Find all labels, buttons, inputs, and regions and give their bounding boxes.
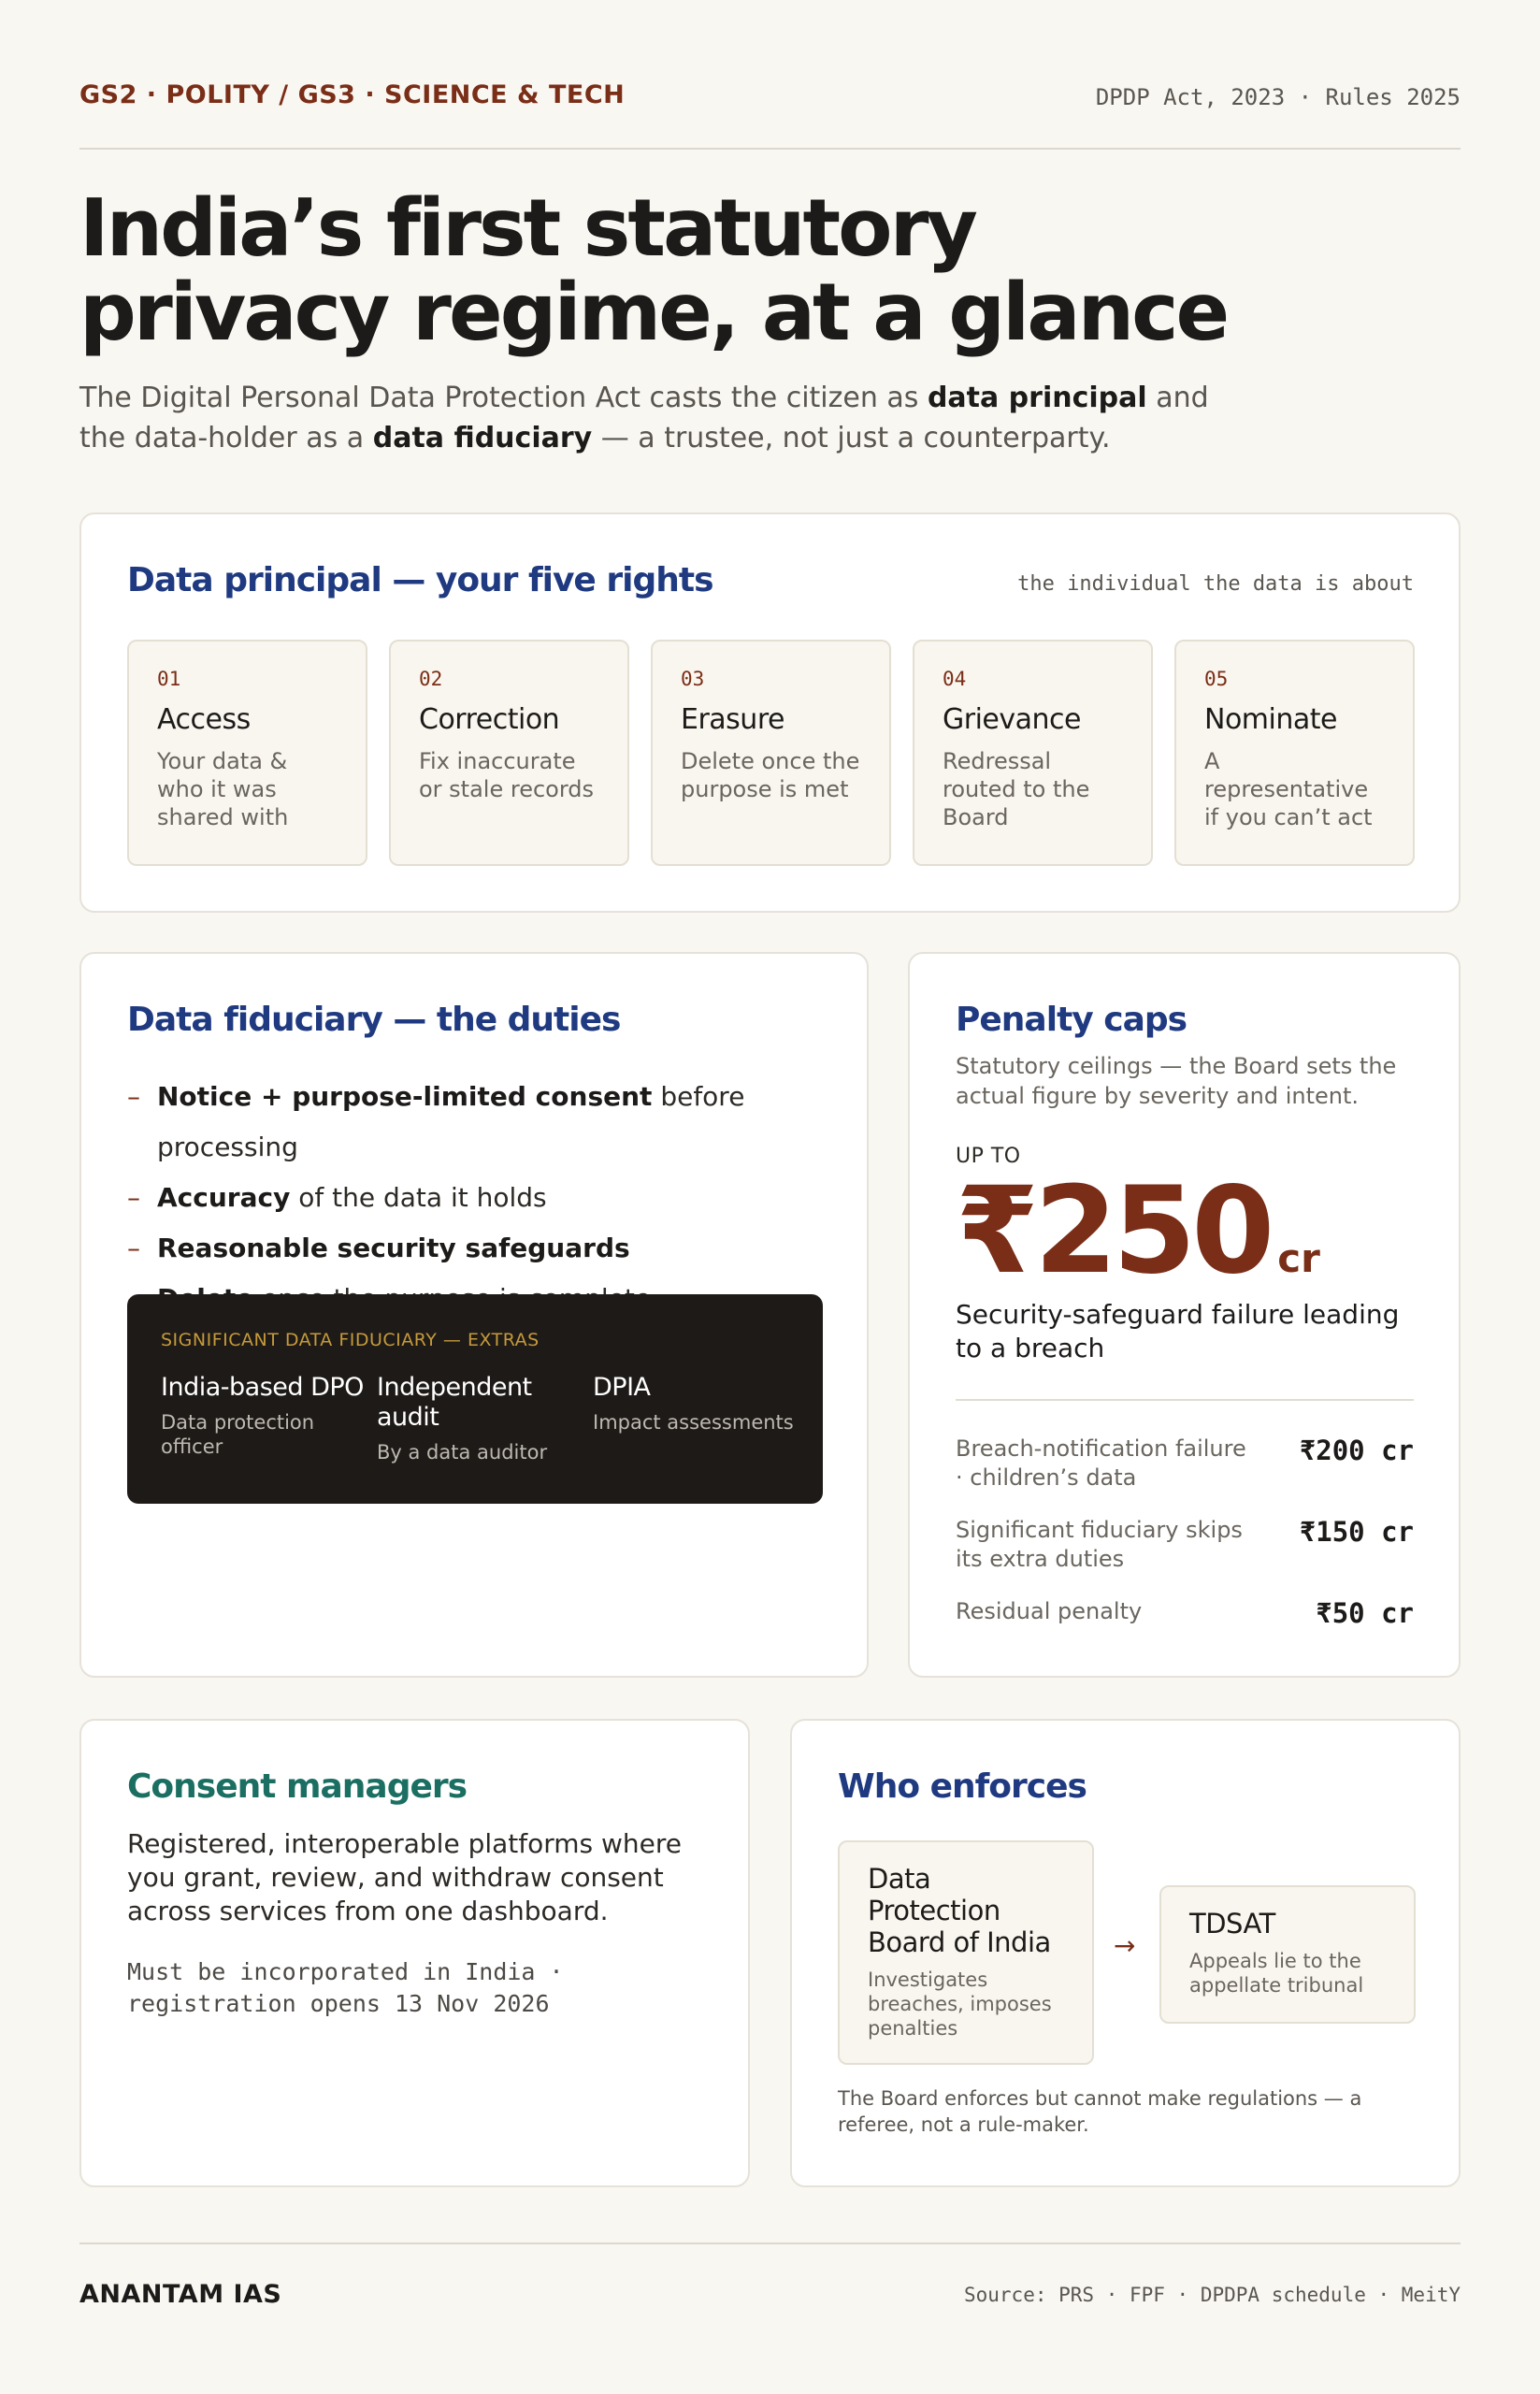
- sdf-extras-panel: [127, 1294, 823, 1504]
- consent-meta: Must be incorporated in India · registration opens 13 Nov 2026: [127, 1958, 564, 2017]
- right-item-erasure: [651, 640, 891, 866]
- intro-part: The Digital Personal Data Protection Act casts the citizen as: [79, 382, 928, 414]
- tdsat-desc: Appeals lie to the appellate tribunal: [1189, 1950, 1364, 1997]
- right-item-grievance: [913, 640, 1153, 866]
- right-item-nominate: [1174, 640, 1415, 866]
- duty-bold: Notice + purpose-limited consent: [157, 1081, 653, 1112]
- penalty-row-value: ₹50 cr: [1316, 1597, 1414, 1629]
- rights-title: Data principal — your five rights: [127, 561, 713, 599]
- penalty-row-label: Breach-notification failure · children’s data: [956, 1435, 1246, 1491]
- right-number: 05: [1204, 668, 1229, 690]
- penalty-card: [908, 952, 1461, 1678]
- right-name: Grievance: [943, 703, 1081, 736]
- right-name: Erasure: [681, 703, 784, 736]
- board-box: [838, 1840, 1094, 2065]
- penalty-row-value: ₹150 cr: [1299, 1516, 1414, 1548]
- penalty-unit: cr: [1277, 1235, 1320, 1281]
- right-desc: Redressal routed to the Board: [943, 748, 1090, 830]
- right-desc: Fix inaccurate or stale records: [419, 748, 595, 802]
- tdsat-box: [1159, 1885, 1416, 2024]
- right-item-correction: [389, 640, 629, 866]
- rights-card: [79, 512, 1461, 913]
- penalty-row-label: Residual penalty: [956, 1598, 1143, 1624]
- right-desc: Delete once the purpose is met: [681, 748, 860, 802]
- sdf-col-sub: By a data auditor: [377, 1441, 548, 1464]
- penalty-headline: Security-safeguard failure leading to a breach: [956, 1299, 1400, 1363]
- penalty-max-amount: [956, 1161, 1320, 1301]
- intro-part: and the data-holder as a: [79, 382, 1209, 454]
- penalty-row-value: ₹200 cr: [1299, 1435, 1414, 1466]
- penalty-amount: ₹250: [956, 1161, 1271, 1301]
- right-number: 01: [157, 668, 181, 690]
- consent-title: Consent managers: [127, 1767, 468, 1806]
- sdf-label: SIGNIFICANT DATA FIDUCIARY — EXTRAS: [161, 1330, 540, 1350]
- intro-term-fiduciary: data fiduciary: [372, 422, 593, 454]
- duty-rest: before processing: [157, 1081, 745, 1162]
- title-line-2: privacy regime, at a glance: [79, 267, 1228, 359]
- right-desc: A representative if you can’t act: [1204, 748, 1373, 830]
- penalty-title: Penalty caps: [956, 1001, 1187, 1039]
- subject-tag: GS2 · POLITY / GS3 · SCIENCE & TECH: [79, 80, 626, 109]
- duty-item: [127, 1223, 838, 1274]
- consent-body: Registered, interoperable platforms where you grant, review, and withdraw consent across services from one dashboard.: [127, 1828, 683, 1926]
- intro-part: — a trustee, not just a counterparty.: [592, 422, 1111, 454]
- source-line: Source: PRS · FPF · DPDPA schedule · MeitY: [963, 2284, 1461, 2306]
- act-reference: DPDP Act, 2023 · Rules 2025: [1095, 84, 1461, 110]
- right-number: 03: [681, 668, 705, 690]
- duties-title: Data fiduciary — the duties: [127, 1001, 621, 1039]
- duties-card: [79, 952, 869, 1678]
- title-line-1: India’s first statutory: [79, 182, 975, 275]
- enforcement-title: Who enforces: [838, 1767, 1087, 1806]
- board-name: Data Protection Board of India: [868, 1863, 1051, 1958]
- sdf-col-sub: Impact assessments: [593, 1411, 794, 1434]
- footer: [79, 2243, 1461, 2317]
- intro-text: [79, 378, 1248, 458]
- right-number: 04: [943, 668, 967, 690]
- penalty-upto-label: UP TO: [956, 1145, 1021, 1168]
- duty-item: [127, 1173, 838, 1223]
- rights-note: the individual the data is about: [1017, 572, 1414, 596]
- sdf-col-dpo: [161, 1373, 367, 1459]
- duty-item: [127, 1072, 838, 1173]
- sdf-col-head: DPIA: [593, 1373, 651, 1402]
- page-title: [79, 182, 1295, 359]
- divider: [956, 1399, 1414, 1401]
- board-desc: Investigates breaches, imposes penalties: [868, 1969, 1052, 2040]
- enforcement-card: [790, 1719, 1461, 2187]
- penalty-subtitle: Statutory ceilings — the Board sets the actual figure by severity and intent.: [956, 1053, 1397, 1109]
- duty-list: [127, 1072, 838, 1324]
- sdf-col-head: India-based DPO: [161, 1373, 364, 1402]
- right-name: Nominate: [1204, 703, 1337, 736]
- tdsat-name: TDSAT: [1189, 1908, 1275, 1940]
- right-desc: Your data & who it was shared with: [157, 748, 289, 830]
- top-bar: [79, 80, 1461, 150]
- sdf-col-dpia: [593, 1373, 799, 1435]
- arrow-right-icon: →: [1114, 1930, 1136, 1961]
- sdf-col-audit: [377, 1373, 564, 1464]
- sdf-col-head: Independent audit: [377, 1373, 532, 1432]
- consent-card: [79, 1719, 750, 2187]
- right-name: Correction: [419, 703, 560, 736]
- brand-name: ANANTAM IAS: [79, 2280, 282, 2309]
- right-number: 02: [419, 668, 443, 690]
- duty-bold: Reasonable security safeguards: [157, 1233, 630, 1263]
- duty-rest: of the data it holds: [290, 1182, 547, 1213]
- right-item-access: [127, 640, 367, 866]
- intro-term-principal: data principal: [927, 382, 1147, 414]
- penalty-row-label: Significant fiduciary skips its extra duties: [956, 1517, 1243, 1572]
- sdf-col-sub: Data protection officer: [161, 1411, 315, 1458]
- duty-bold: Accuracy: [157, 1182, 291, 1213]
- right-name: Access: [157, 703, 251, 736]
- enforcement-footnote: The Board enforces but cannot make regulations — a referee, not a rule-maker.: [838, 2087, 1362, 2136]
